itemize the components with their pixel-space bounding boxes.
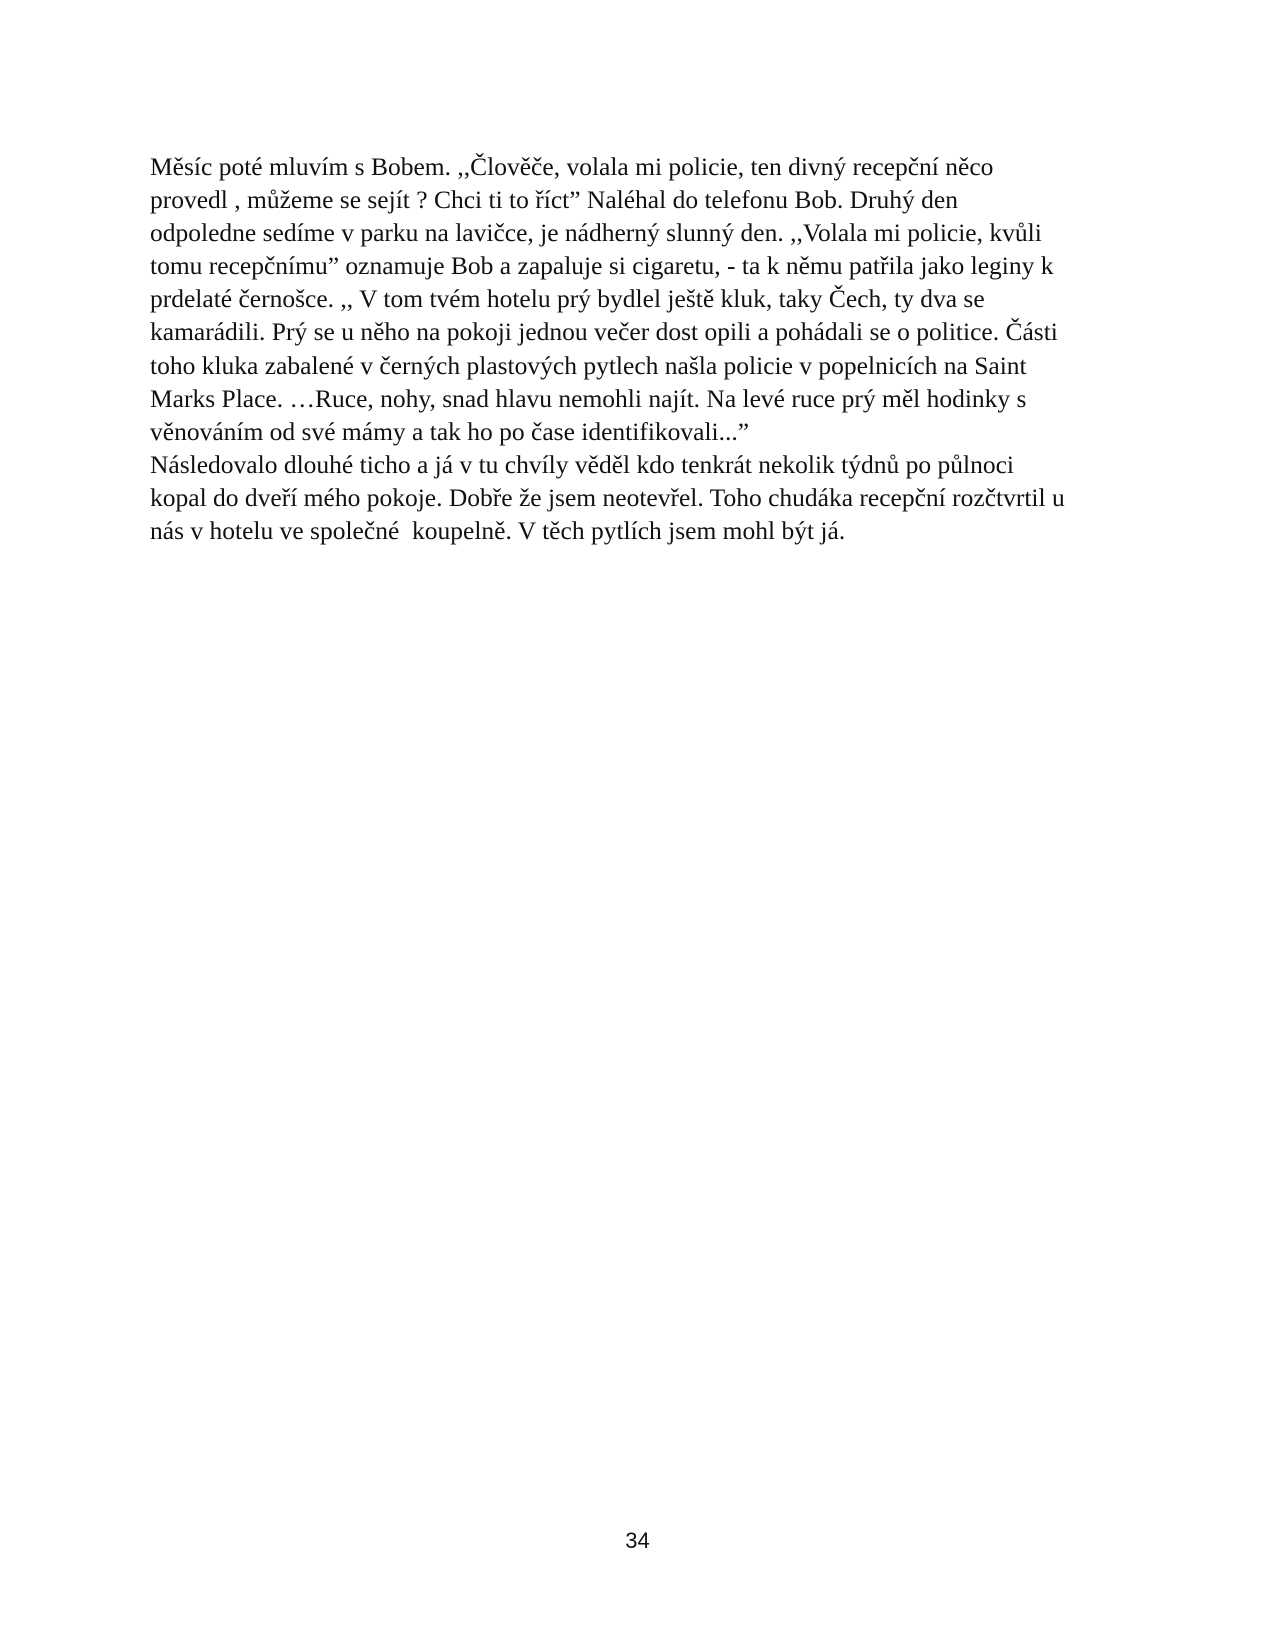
- text-line: odpoledne sedíme v parku na lavičce, je nádherný slunný den. ,,Volala mi policie, kvůli: [150, 218, 1042, 248]
- text-line: kamarádili. Prý se u něho na pokoji jednou večer dost opili a pohádali se o politice. Části: [150, 317, 1058, 347]
- text-line: prdelaté černošce. ,, V tom tvém hotelu prý bydlel ještě kluk, taky Čech, ty dva se: [150, 284, 985, 314]
- text-line: věnováním od své mámy a tak ho po čase identifikovali...”: [150, 416, 750, 446]
- page-number: 34: [625, 1528, 650, 1553]
- text-line: Měsíc poté mluvím s Bobem. ,,Člověče, volala mi policie, ten divný recepční něco: [150, 152, 994, 181]
- text-line: Marks Place. …Ruce, nohy, snad hlavu nemohli najít. Na levé ruce prý měl hodinky s: [150, 383, 1027, 413]
- text-line: provedl , můžeme se sejít ? Chci ti to říct” Naléhal do telefonu Bob. Druhý den: [150, 185, 958, 215]
- text-line: toho kluka zabalené v černých plastových pytlech našla policie v popelnicích na Saint: [150, 350, 1027, 380]
- text-line: tomu recepčnímu” oznamuje Bob a zapaluje si cigaretu, - ta k němu patřila jako leginy k: [150, 251, 1054, 281]
- text-line: nás v hotelu ve společné koupelně. V těch pytlích jsem mohl být já.: [150, 516, 846, 546]
- text-line: kopal do dveří mého pokoje. Dobře že jsem neotevřel. Toho chudáka recepční rozčtvrtil u: [150, 482, 1065, 512]
- body-text: [150, 150, 1150, 547]
- text-line: Následovalo dlouhé ticho a já v tu chvíly věděl kdo tenkrát nekolik týdnů po půlnoci: [150, 449, 1014, 479]
